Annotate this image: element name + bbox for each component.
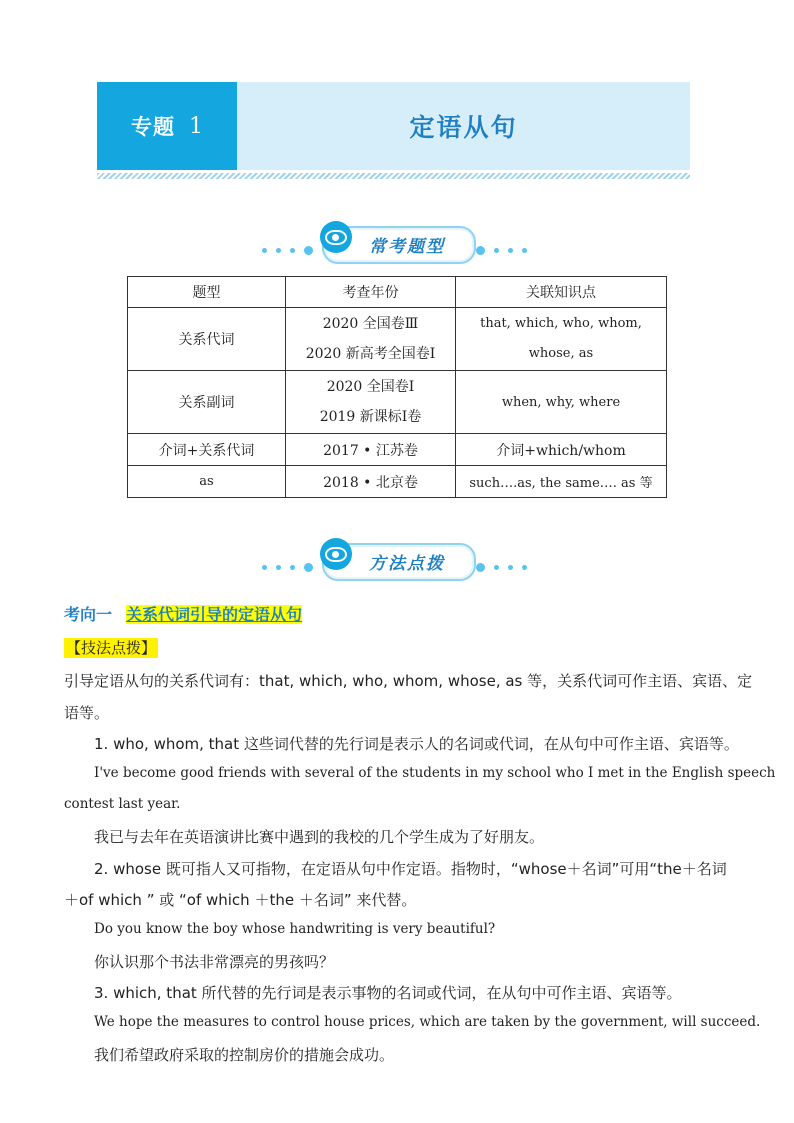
tip-tag: 【技法点拨】 <box>66 639 157 657</box>
point-line: whose, as <box>528 346 594 361</box>
decor-dots-left <box>262 563 313 572</box>
table-cell-type: 关系代词 <box>128 308 286 371</box>
year-line: 2020 全国卷Ⅰ <box>326 379 415 395</box>
table-cell-type: 介词+关系代词 <box>128 434 286 466</box>
chapter-number: 1 <box>189 113 203 139</box>
example-1-en: contest last year. <box>64 796 181 812</box>
table-cell-years <box>286 308 456 371</box>
table-cell-points: 介词+which/whom <box>456 434 667 466</box>
table-cell-years: 2018 • 北京卷 <box>286 466 456 498</box>
section-title: 方法点拨 <box>369 554 445 574</box>
eye-icon <box>320 538 352 570</box>
chapter-banner <box>97 82 690 170</box>
section-heading-method-tips <box>0 543 794 583</box>
chapter-label: 专题 <box>131 115 175 139</box>
table-cell-years <box>286 371 456 434</box>
example-3-cn: 我们希望政府采取的控制房价的措施会成功。 <box>94 1046 395 1064</box>
table-cell-years: 2017 • 江苏卷 <box>286 434 456 466</box>
point-1: 1. who, whom, that 这些词代替的先行词是表示人的名词或代词，在从句中可作主语、宾语等。 <box>94 735 739 753</box>
intro-line: 引导定语从句的关系代词有：that, which, who, whom, whose, as 等，关系代词可作主语、宾语、定 <box>64 672 753 690</box>
example-1-en: I've become good friends with several of the students in my school who I met in the English speech <box>94 765 776 781</box>
point-2: ＋of which ” 或 “of which ＋the ＋名词” 来代替。 <box>64 891 417 909</box>
table-row <box>128 308 667 371</box>
table-cell-type: 关系副词 <box>128 371 286 434</box>
example-2-en: Do you know the boy whose handwriting is very beautiful? <box>94 921 496 937</box>
decor-dots-right <box>476 246 527 255</box>
chapter-title-box <box>237 82 690 170</box>
section-heading-common-types <box>0 226 794 266</box>
table-row <box>128 371 667 434</box>
decor-dots-right <box>476 563 527 572</box>
eye-icon <box>320 221 352 253</box>
table-cell-type: as <box>128 466 286 498</box>
chapter-title: 定语从句 <box>409 113 518 142</box>
table-cell-points <box>456 371 667 434</box>
table-header: 关联知识点 <box>456 277 667 308</box>
exam-types-table <box>127 276 667 498</box>
tip-tag-line <box>64 637 158 658</box>
intro-line: 语等。 <box>64 704 110 722</box>
direction-label: 考向一 <box>64 605 113 624</box>
decor-dots-left <box>262 246 313 255</box>
direction-heading <box>64 602 302 625</box>
example-3-en: We hope the measures to control house prices, which are taken by the government, will succeed. <box>94 1014 761 1030</box>
banner-divider <box>97 173 690 179</box>
year-line: 2020 全国卷Ⅲ <box>322 316 419 332</box>
table-header-row <box>128 277 667 308</box>
point-2: 2. whose 既可指人又可指物，在定语从句中作定语。指物时，“whose＋名词”可用“the＋名词 <box>94 860 727 878</box>
table-header: 考查年份 <box>286 277 456 308</box>
point-line: when, why, where <box>501 394 621 410</box>
direction-title: 关系代词引导的定语从句 <box>126 605 303 624</box>
table-row <box>128 466 667 498</box>
year-line: 2020 新高考全国卷Ⅰ <box>305 346 436 362</box>
table-cell-points: such….as, the same…. as 等 <box>456 466 667 498</box>
point-line: that, which, who, whom, <box>480 316 642 331</box>
year-line: 2019 新课标Ⅰ卷 <box>319 409 422 425</box>
point-3: 3. which, that 所代替的先行词是表示事物的名词或代词，在从句中可作主语、宾语等。 <box>94 984 682 1002</box>
example-2-cn: 你认识那个书法非常漂亮的男孩吗？ <box>94 953 335 971</box>
table-row <box>128 434 667 466</box>
chapter-number-box <box>97 82 237 170</box>
table-header: 题型 <box>128 277 286 308</box>
example-1-cn: 我已与去年在英语演讲比赛中遇到的我校的几个学生成为了好朋友。 <box>94 828 545 846</box>
section-title: 常考题型 <box>369 237 445 257</box>
table-cell-points <box>456 308 667 371</box>
